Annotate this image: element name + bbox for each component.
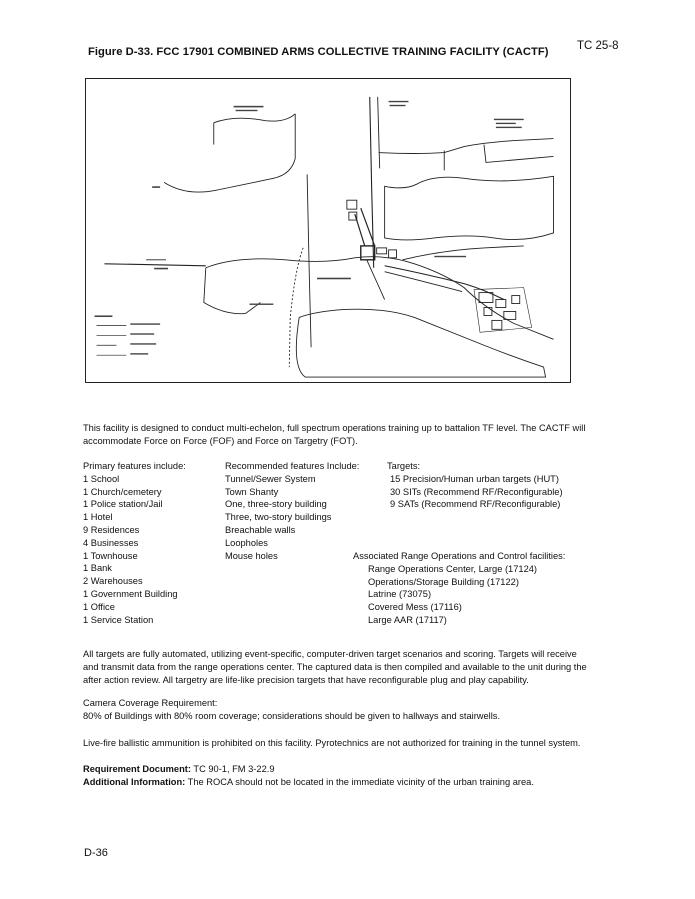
list-item: 1 Police station/Jail <box>83 499 163 510</box>
list-item: Three, two-story buildings <box>225 512 332 523</box>
list-item: Loopholes <box>225 537 268 548</box>
list-item: Large AAR (17117) <box>368 614 447 625</box>
requirement-line <box>83 763 593 776</box>
list-item: 1 Bank <box>83 563 112 574</box>
list-item: Mouse holes <box>225 550 278 561</box>
camera-heading: Camera Coverage Requirement: <box>83 698 218 708</box>
list-item: Latrine (73075) <box>368 589 432 600</box>
primary-features-column <box>83 460 186 626</box>
range-facilities-column <box>353 550 565 627</box>
primary-features-heading: Primary features include: <box>83 461 186 471</box>
list-item: Breachable walls <box>225 524 296 535</box>
recommended-features-heading: Recommended features Include: <box>225 461 360 471</box>
targets-column <box>387 460 563 511</box>
list-item: 1 Office <box>83 601 115 612</box>
livefire-paragraph: Live-fire ballistic ammunition is prohibited on this facility. Pyrotechnics are not authorized for training in the tunnel system. <box>83 738 581 748</box>
list-item: 9 SATs (Recommend RF/Reconfigurable) <box>390 499 561 510</box>
additional-value: The ROCA should not be located in the immediate vicinity of the urban training area. <box>185 777 534 787</box>
recommended-features-column <box>225 460 359 562</box>
facility-map-drawing <box>86 79 570 382</box>
additional-line <box>83 776 593 789</box>
range-facilities-heading: Associated Range Operations and Control facilities: <box>353 551 566 561</box>
list-item: 2 Warehouses <box>83 576 143 587</box>
intro-paragraph: This facility is designed to conduct multi-echelon, full spectrum operations training up to battalion TF level. The CACTF will accommodate Force on Force (FOF) and Force on Targetry (FOT). <box>83 423 586 446</box>
list-item: 4 Businesses <box>83 537 139 548</box>
list-item: 1 School <box>83 473 120 484</box>
requirement-label: Requirement Document: <box>83 764 191 774</box>
camera-text: 80% of Buildings with 80% room coverage; considerations should be given to hallways and stairwells. <box>83 711 501 721</box>
list-item: One, three-story building <box>225 499 327 510</box>
list-item: 1 Townhouse <box>83 550 138 561</box>
features-section <box>83 460 603 630</box>
list-item: Range Operations Center, Large (17124) <box>368 563 538 574</box>
document-id: TC 25-8 <box>577 40 619 52</box>
list-item: Operations/Storage Building (17122) <box>368 576 519 587</box>
list-item: Covered Mess (17116) <box>368 602 462 613</box>
list-item: 15 Precision/Human urban targets (HUT) <box>390 473 559 484</box>
list-item: 30 SITs (Recommend RF/Reconfigurable) <box>390 486 563 497</box>
list-item: 1 Church/cemetery <box>83 486 162 497</box>
list-item: Tunnel/Sewer System <box>225 473 316 484</box>
page-number: D-36 <box>84 847 108 859</box>
list-item: Town Shanty <box>225 486 279 497</box>
list-item: 1 Hotel <box>83 512 113 523</box>
additional-label: Additional Information: <box>83 777 186 787</box>
list-item: 9 Residences <box>83 524 140 535</box>
figure-title: Figure D-33. FCC 17901 COMBINED ARMS COLLECTIVE TRAINING FACILITY (CACTF) <box>88 46 549 58</box>
targets-heading: Targets: <box>387 461 421 471</box>
requirement-value: TC 90-1, FM 3-22.9 <box>190 764 275 774</box>
list-item: 1 Government Building <box>83 588 178 599</box>
automation-paragraph: All targets are fully automated, utilizing event-specific, computer-driven target scenarios and scoring. Targets will receive and transmit data from the range operations center. The captured data is then compiled and available to the unit during the after action review. All targetry are life-like precision targets that have reconfigurable plug and play capability. <box>83 649 587 685</box>
facility-map <box>85 78 571 383</box>
list-item: 1 Service Station <box>83 614 154 625</box>
camera-section <box>83 697 593 723</box>
